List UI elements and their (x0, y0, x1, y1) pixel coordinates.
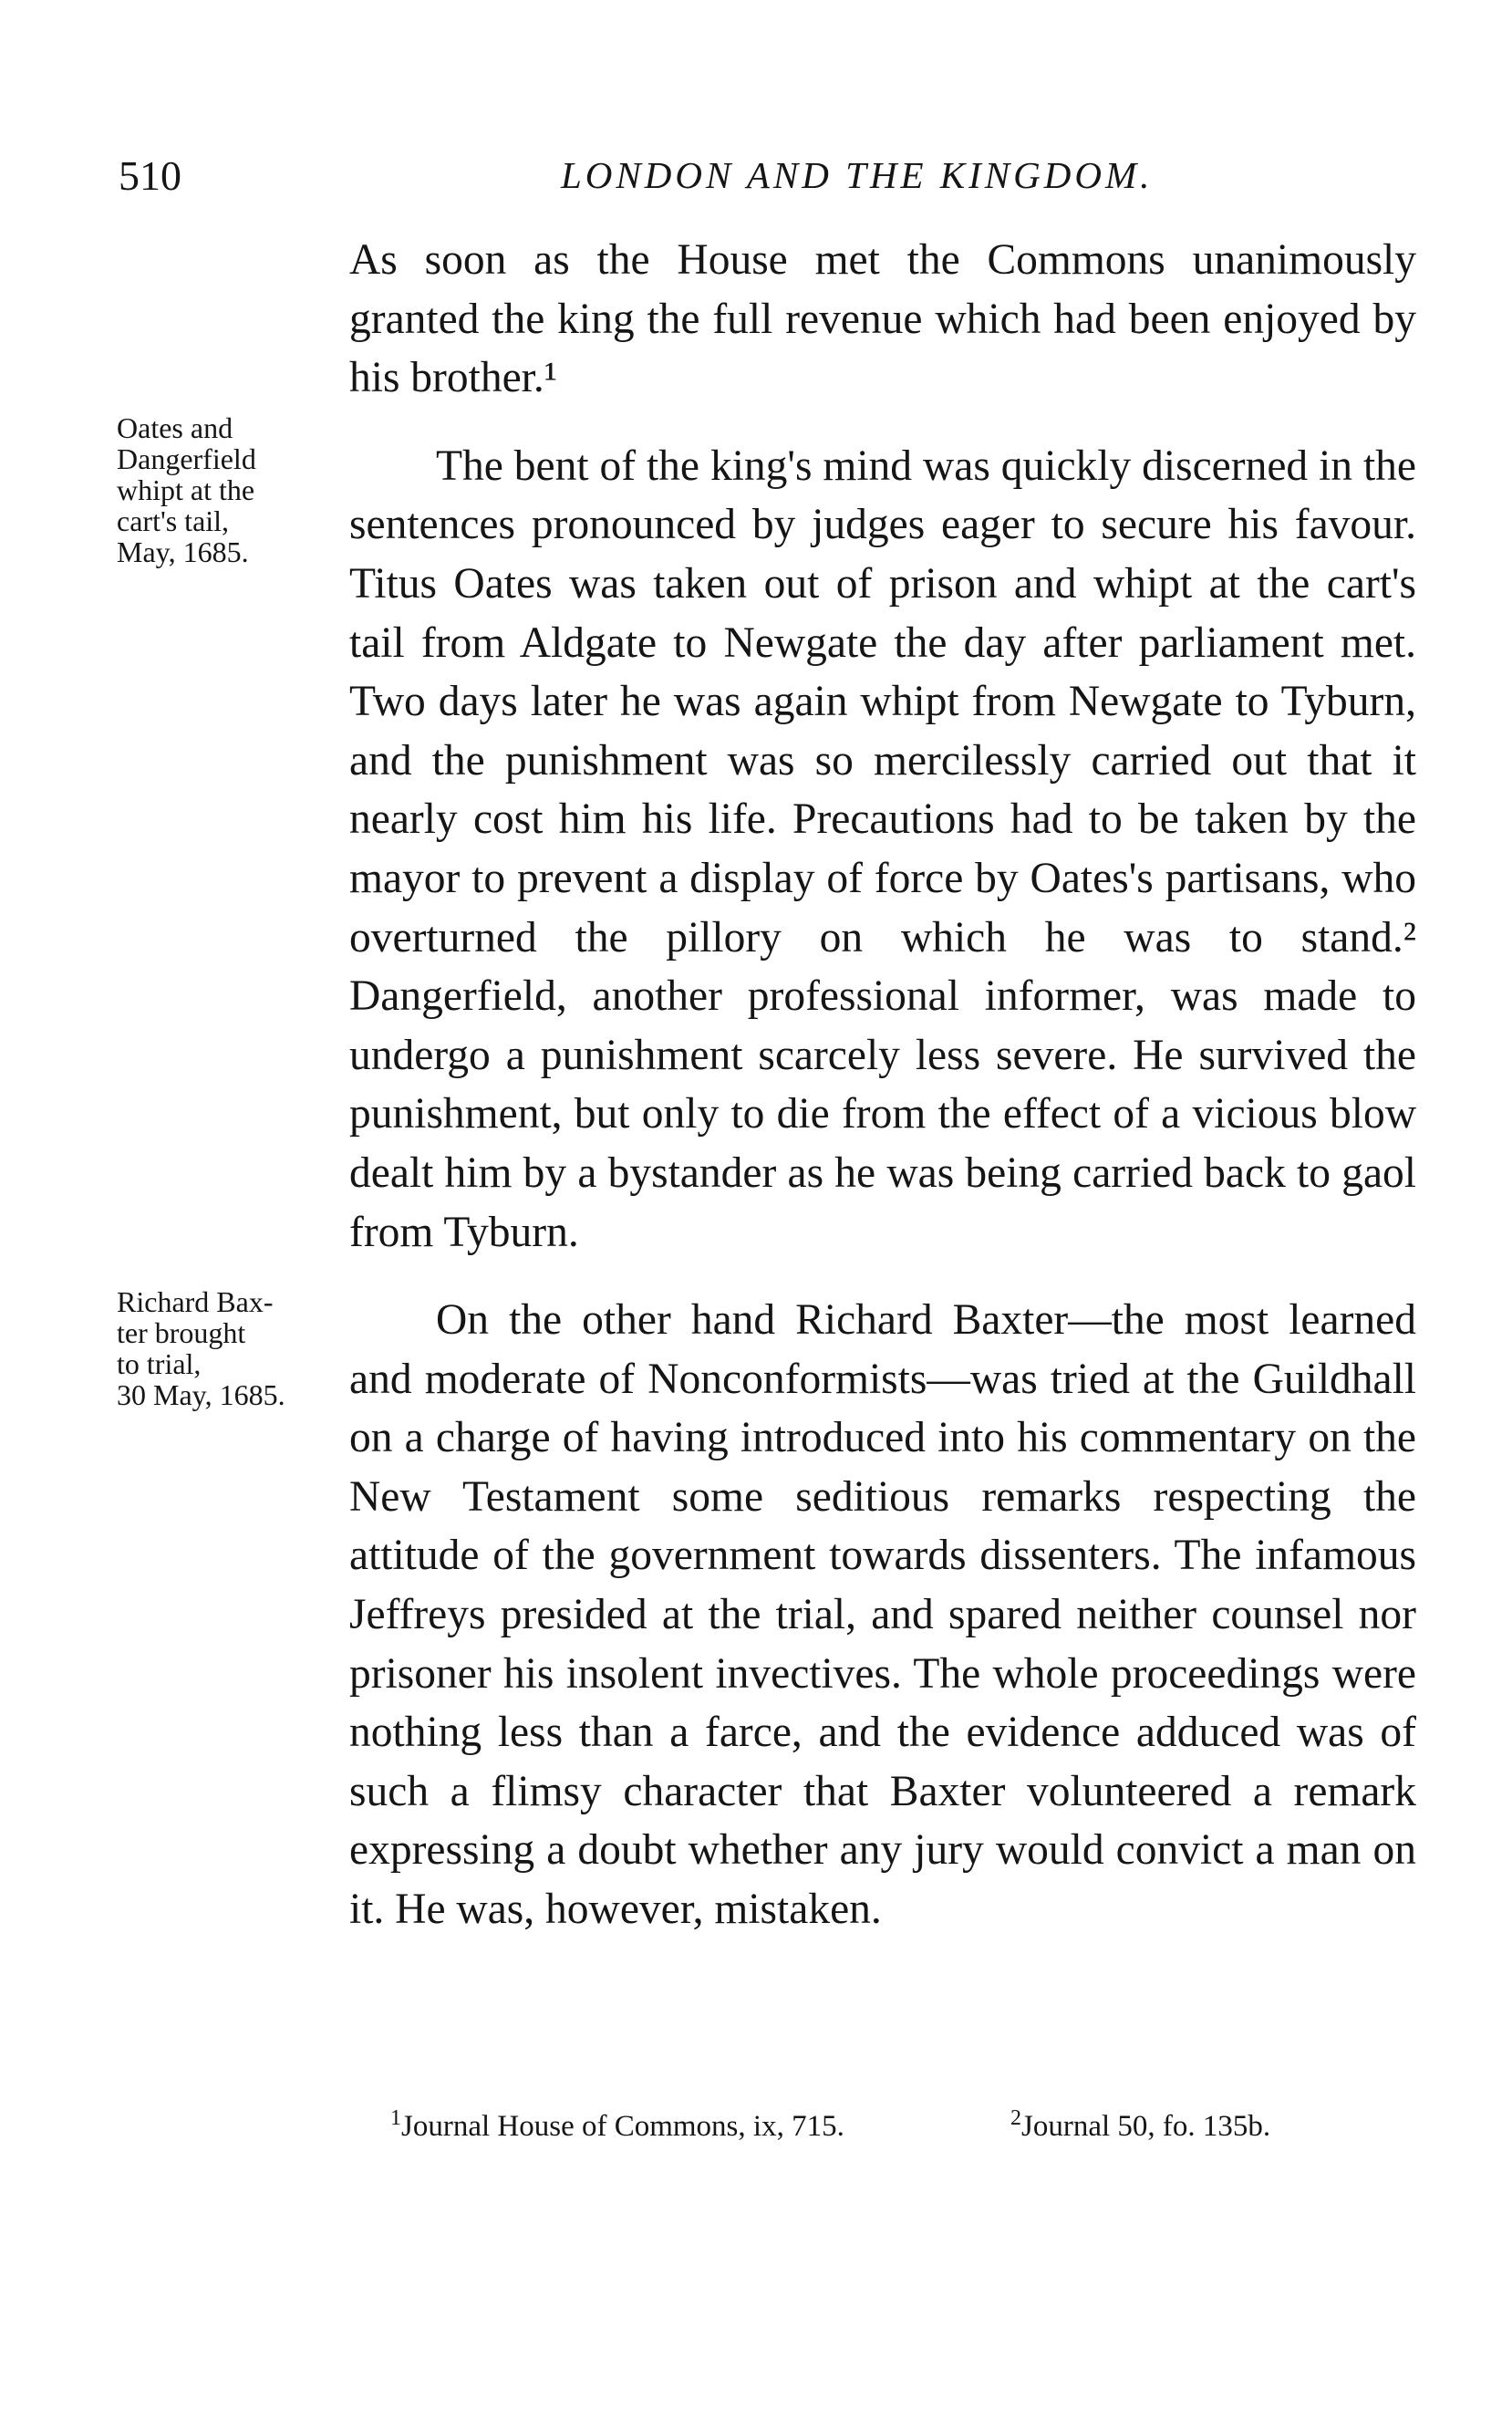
footnote-mark: 1 (390, 2106, 401, 2130)
paragraph: On the other hand Richard Baxter—the most learned and moderate of Nonconformists—was tried at the Guildhall on a charge of having introduced into his commentary on the New Testament some seditious remarks respecting the attitude of the government towards dissenters. The infamous Jeffreys presided at the trial, and spared neither counsel nor prisoner his insolent invectives. The whole proceedings were nothing less than a farce, and the evidence adduced was of such a flimsy character that Baxter volunteered a remark expressing a doubt whether any jury would convict a man on it. He was, however, mistaken. (349, 1296, 1416, 1934)
page-number: 510 (119, 152, 181, 199)
paragraph: As soon as the House met the Commons unanimously granted the king the full revenue which had been enjoyed by his brother.¹ (349, 236, 1416, 402)
sidenote-line: whipt at the (117, 473, 255, 506)
sidenote-line: cart's tail, (117, 504, 230, 537)
body-text (349, 231, 1416, 1939)
sidenote-line: Richard Bax- (117, 1285, 274, 1318)
sidenote-baxter (117, 1286, 326, 1410)
sidenote-line: to trial, (117, 1347, 202, 1380)
sidenote-line: 30 May, 1685. (117, 1378, 285, 1411)
footnote-mark: 2 (1010, 2106, 1021, 2130)
footnote-1 (390, 2107, 844, 2142)
footnote-2 (1010, 2107, 1270, 2142)
sidenote-line: May, 1685. (117, 535, 249, 568)
sidenote-line: Dangerfield (117, 442, 256, 475)
sidenote-line: Oates and (117, 411, 233, 444)
running-head: LONDON AND THE KINGDOM. (561, 154, 1154, 196)
paragraph: The bent of the king's mind was quickly discerned in the sentences pronounced by judges eager to secure his favour. Titus Oates was taken out of prison and whipt at the cart's tail from Aldgate to Newgate the day after parliament met. Two days later he was again whipt from Newgate to Tyburn, and the punishment was so mercilessly carried out that it nearly cost him his life. Precautions had to be taken by the mayor to prevent a display of force by Oates's partisans, who overturned the pillory on which he was to stand.² Dangerfield, another professional informer, was made to undergo a punishment scarcely less severe. He survived the punishment, but only to die from the effect of a vicious blow dealt him by a bystander as he was being carried back to gaol from Tyburn. (349, 442, 1416, 1256)
sidenote-line: ter brought (117, 1316, 246, 1349)
footnote-text: Journal 50, fo. 135b. (1021, 2110, 1271, 2143)
footnote-text: Journal House of Commons, ix, 715. (401, 2110, 844, 2143)
sidenote-oates (117, 412, 326, 567)
